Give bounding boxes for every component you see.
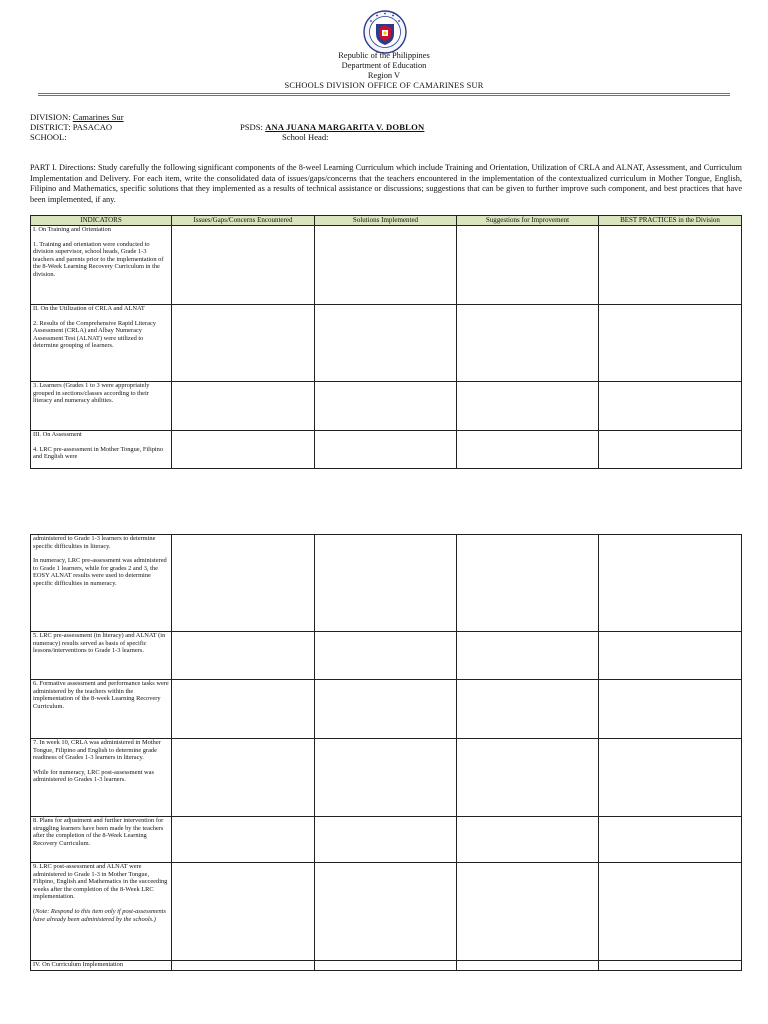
solutions-cell[interactable] [315,431,457,469]
issues-cell[interactable] [172,226,315,305]
indicator-cell [31,863,172,961]
indicator-text: I. On Training and Orientation [33,226,111,233]
suggestions-cell[interactable] [457,632,599,680]
best-practices-cell[interactable] [599,226,742,305]
table-row [31,961,742,971]
district-line: DISTRICT: PASACAO [30,122,113,132]
indicator-text [33,908,169,923]
indicator-text: II. On the Utilization of CRLA and ALNAT [33,305,145,312]
division-value: Camarines Sur [72,112,124,122]
header-republic: Republic of the Philippines [338,51,430,60]
indicator-cell [31,817,172,863]
issues-cell[interactable] [172,817,315,863]
best-practices-cell[interactable] [599,863,742,961]
col-header-best-practices: BEST PRACTICES in the Division [599,216,742,226]
col-header-indicators: INDICATORS [31,216,172,226]
best-practices-cell[interactable] [599,739,742,817]
suggestions-cell[interactable] [457,817,599,863]
post-assessment-note: Note: Respond to this item only if post-assessments have already been administered by the schools.) [33,907,166,923]
indicator-text: While for numeracy, LRC post-assessment was administered to Grades 1-3 learners. [33,768,154,784]
solutions-cell[interactable] [315,817,457,863]
suggestions-cell[interactable] [457,382,599,431]
indicator-cell [31,382,172,431]
header-region: Region V [367,71,401,80]
indicator-cell [31,305,172,382]
division-label: DIVISION: [30,112,73,122]
table-row [31,431,742,469]
best-practices-cell[interactable] [599,680,742,739]
indicator-text: IV. On Curriculum Implementation [33,961,124,968]
table-row [31,382,742,431]
issues-cell[interactable] [172,961,315,971]
indicator-text: 9. LRC post-assessment and ALNAT were administered to Grade 1-3 in Mother Tongue, Filipino, English and Mathematics in the succeeding weeks after the completion of the 8-Week LRC implementation. [33,863,168,901]
col-header-suggestions: Suggestions for Improvement [457,216,599,226]
solutions-cell[interactable] [315,680,457,739]
solutions-cell[interactable] [315,226,457,305]
header-divider [38,93,730,94]
psds-label: PSDS: [240,122,266,132]
suggestions-cell[interactable] [457,535,599,632]
table-row [31,305,742,382]
suggestions-cell[interactable] [457,305,599,382]
indicator-text: 8. Plans for adjustment and further intervention for struggling learners have been made by the teachers after the completion of the 8-Week Learning Recovery Curriculum. [33,817,164,847]
col-header-solutions: Solutions Implemented [315,216,457,226]
issues-cell[interactable] [172,431,315,469]
indicator-cell [31,739,172,817]
deped-seal-icon [363,10,407,54]
issues-cell[interactable] [172,632,315,680]
table-row [31,226,742,305]
header-division-office: SCHOOLS DIVISION OFFICE OF CAMARINES SUR [284,81,484,90]
col-header-issues: Issues/Gaps/Concerns Encountered [172,216,315,226]
solutions-cell[interactable] [315,961,457,971]
table-header-row [31,216,742,226]
solutions-cell[interactable] [315,535,457,632]
table-row [31,739,742,817]
indicator-text: 6. Formative assessment and performance tasks were administered by the teachers within the implementation of the 8-week Learning Recovery Curriculum. [33,680,169,710]
best-practices-cell[interactable] [599,305,742,382]
indicator-text: 2. Results of the Comprehensive Rapid Literacy Assessment (CRLA) and Albay Numeracy Assessment Test (ALNAT) were utilized to determine grouping of learners. [33,319,156,350]
indicator-text: 4. LRC pre-assessment in Mother Tongue, Filipino and English were [33,445,164,461]
table-row [31,632,742,680]
best-practices-cell[interactable] [599,382,742,431]
indicator-cell [31,535,172,632]
indicator-cell [31,632,172,680]
indicator-cell [31,680,172,739]
solutions-cell[interactable] [315,382,457,431]
best-practices-cell[interactable] [599,632,742,680]
psds-line [240,122,424,132]
part-one-directions: PART I. Directions: Study carefully the following significant components of the 8-weel Learning Curriculum which include Training and Orientation, Utilization of CRLA and ALNAT, Assessment, and Curriculum Implementation and Delivery. For each item, write the consolidated data of issues/gaps/concerns that the teachers encountered in the implementation of the contextualized curriculum in Mother Tongue, English, Filipino and Mathematics, specific solutions that they implemented as a results of technical assistance or discussions; suggestions that can be given to further improve such component, and best practices that have been implemented, if any. [30,163,742,204]
suggestions-cell[interactable] [457,680,599,739]
suggestions-cell[interactable] [457,226,599,305]
best-practices-cell[interactable] [599,817,742,863]
school-line: SCHOOL: [30,132,67,142]
header-divider-thin [38,95,730,96]
issues-cell[interactable] [172,305,315,382]
indicator-text: administered to Grade 1-3 learners to determine specific difficulties in literacy. [33,535,156,550]
table-row [31,535,742,632]
psds-name: ANA JUANA MARGARITA V. DOBLON [265,122,425,132]
issues-cell[interactable] [172,680,315,739]
best-practices-cell[interactable] [599,961,742,971]
indicator-cell [31,431,172,469]
solutions-cell[interactable] [315,863,457,961]
table-row [31,817,742,863]
indicator-cell [31,961,172,971]
suggestions-cell[interactable] [457,961,599,971]
indicator-text: 5. LRC pre-assessment (in literacy) and ALNAT (in numeracy) results served as basis of specific lessons/interventions to Grade 1-3 learners. [33,632,166,655]
table-row [31,863,742,961]
indicator-cell [31,226,172,305]
issues-cell[interactable] [172,382,315,431]
solutions-cell[interactable] [315,739,457,817]
solutions-cell[interactable] [315,305,457,382]
suggestions-cell[interactable] [457,863,599,961]
issues-cell[interactable] [172,535,315,632]
assessment-table-part1 [30,215,742,469]
division-line [30,112,124,122]
best-practices-cell[interactable] [599,431,742,469]
best-practices-cell[interactable] [599,535,742,632]
suggestions-cell[interactable] [457,739,599,817]
issues-cell[interactable] [172,863,315,961]
issues-cell[interactable] [172,739,315,817]
suggestions-cell[interactable] [457,431,599,469]
indicator-text: 3. Learners (Grades 1 to 3 were appropriately grouped in sections/classes according to their literacy and numeracy abilities. [33,382,150,405]
school-head-line: School Head: [282,132,329,142]
indicator-text: 1. Training and orientation were conducted to division supervisor, school heads, Grade 1-3 teachers and parents prior to the implementation of the 8-Week Learning Recovery Curriculum in the division. [33,240,164,278]
assessment-table-part2 [30,534,742,971]
indicator-text: 7. In week 10, CRLA was administered in Mother Tongue, Filipino and English to determine grade readiness of Grades 1-3 learners in literacy. [33,739,161,762]
table-row [31,680,742,739]
solutions-cell[interactable] [315,632,457,680]
indicator-text: In numeracy, LRC pre-assessment was administered to Grade 1 learners, while for grades 2 and 3, the EOSY ALNAT results were used to determine specific difficulties in numeracy. [33,557,167,587]
indicator-text: III. On Assessment [33,431,82,438]
header-department: Department of Education [341,61,427,70]
note-open-paren: ( [33,907,36,915]
